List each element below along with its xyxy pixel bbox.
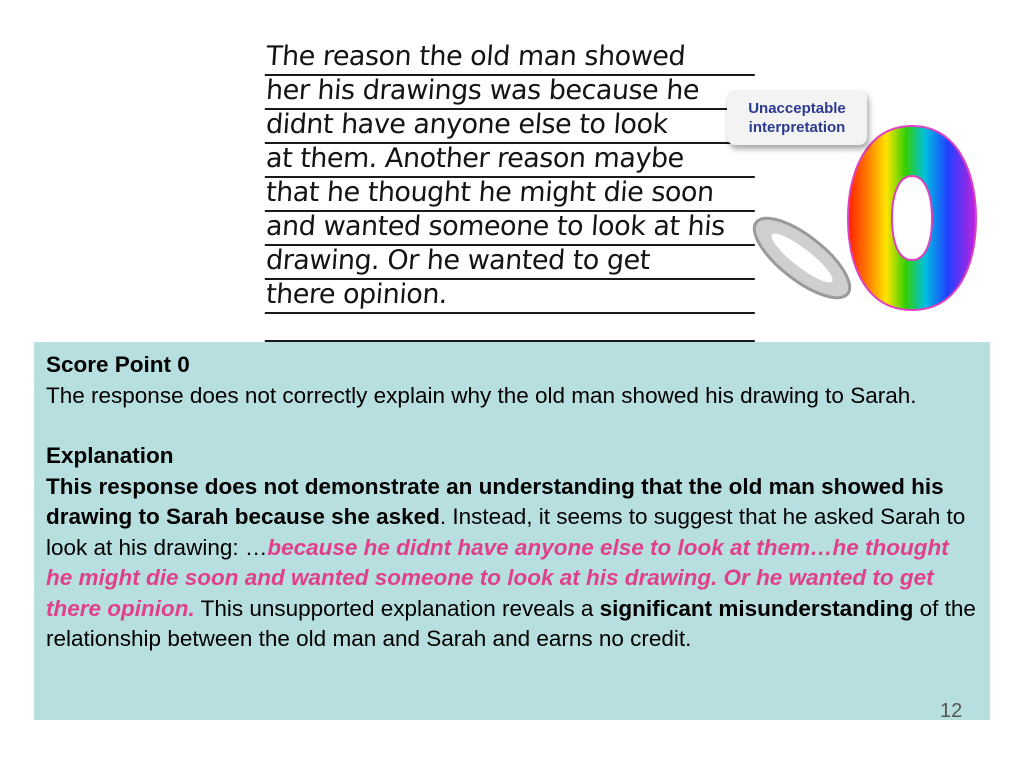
page-number: 12 bbox=[940, 700, 963, 722]
explanation-title: Explanation bbox=[46, 443, 174, 468]
handwriting-line: didnt have anyone else to look bbox=[265, 108, 758, 144]
explanation-text: . Instead, it seems to suggest that he asked Sarah to look at his drawing: … bbox=[46, 504, 966, 560]
handwriting-line: The reason the old man showed bbox=[265, 40, 758, 76]
handwriting-line: there opinion. bbox=[265, 278, 758, 314]
handwriting-line: her his drawings was because he bbox=[265, 74, 758, 110]
handwritten-response bbox=[258, 30, 766, 342]
explanation-body bbox=[46, 472, 978, 655]
score-description: The response does not correctly explain why the old man showed his drawing to Sarah. bbox=[46, 382, 917, 408]
explanation-text: of the relationship between the old man and Sarah and earns no credit. bbox=[46, 595, 976, 651]
explanation-panel bbox=[34, 342, 990, 720]
score-title: Score Point 0 bbox=[46, 352, 190, 377]
unacceptable-interpretation-label bbox=[727, 90, 867, 145]
label-line: Unacceptable bbox=[748, 99, 846, 117]
quoted-response: because he didnt have anyone else to look at them…he thought he might die soon and wanted someone to look at his drawing. Or he wanted to get there opinion. bbox=[46, 534, 949, 621]
label-line: interpretation bbox=[748, 118, 846, 136]
handwriting-line: drawing. Or he wanted to get bbox=[265, 244, 758, 280]
explanation-bold-text: significant misunderstanding bbox=[599, 595, 914, 621]
rainbow-zero-score-icon bbox=[740, 118, 990, 323]
handwriting-line: and wanted someone to look at his bbox=[265, 210, 758, 246]
handwriting-line bbox=[265, 306, 758, 342]
handwriting-line: that he thought he might die soon bbox=[265, 176, 758, 212]
handwriting-line: at them. Another reason maybe bbox=[265, 142, 758, 178]
explanation-bold-text: This response does not demonstrate an understanding that the old man showed his drawing to Sarah because she asked bbox=[46, 473, 944, 529]
explanation-text: This unsupported explanation reveals a bbox=[194, 595, 600, 621]
